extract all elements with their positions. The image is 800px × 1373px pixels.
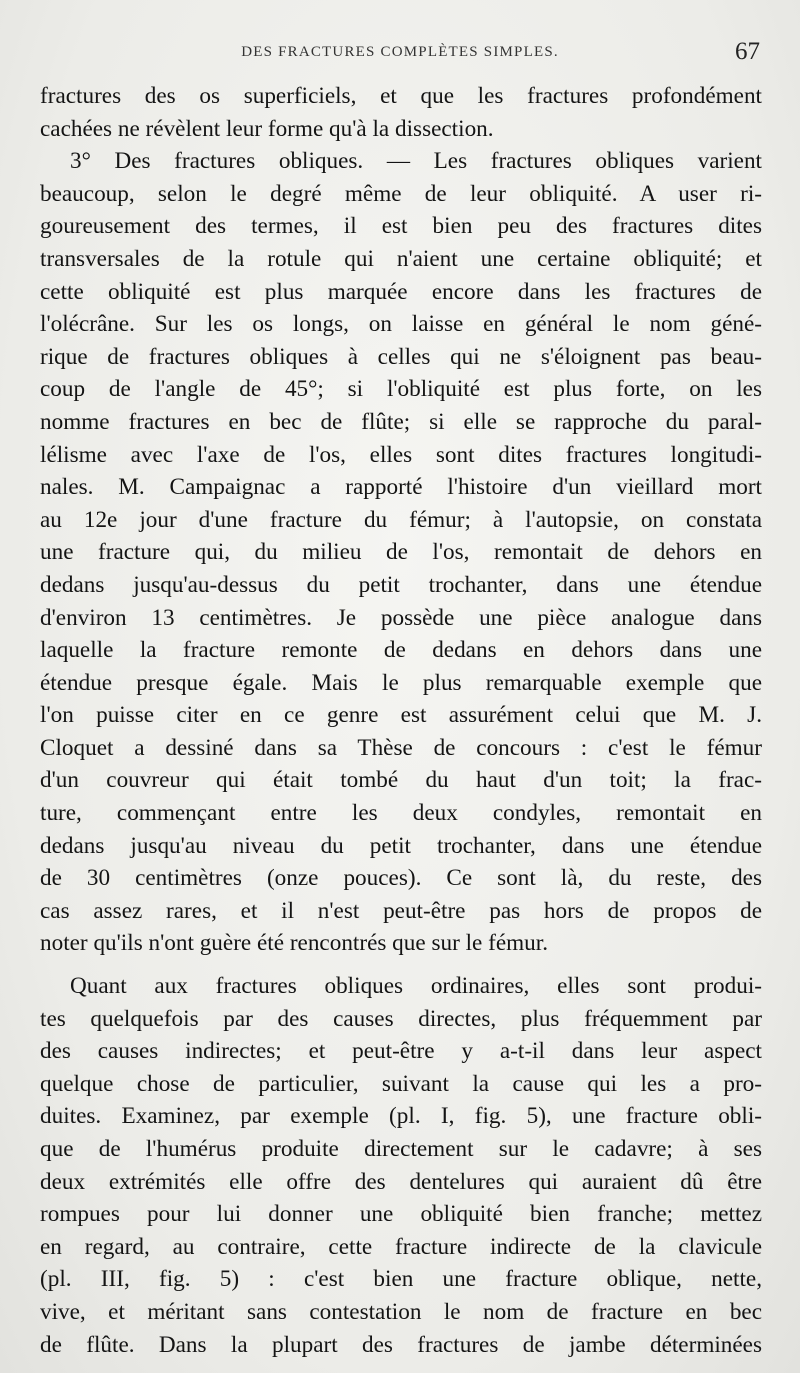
text-line: de flûte. Dans la plupart des fractures de jambe déterminées	[40, 1331, 762, 1358]
text-line: 3° Des fractures obliques. — Les fractures obliques varient	[70, 148, 762, 175]
text-line: dedans jusqu'au niveau du petit trochanter, dans une étendue	[40, 832, 762, 859]
text-line: vive, et méritant sans contestation le nom de fracture en bec	[40, 1298, 762, 1325]
text-line: noter qu'ils n'ont guère été rencontrés que sur le fémur.	[40, 930, 549, 957]
text-line: de 30 centimètres (onze pouces). Ce sont là, du reste, des	[40, 865, 762, 892]
text-line: rique de fractures obliques à celles qui ne s'éloignent pas beau-	[40, 343, 762, 370]
text-line: coup de l'angle de 45°; si l'obliquité est plus forte, on les	[40, 376, 762, 403]
running-head: DES FRACTURES COMPLÈTES SIMPLES.	[241, 44, 559, 60]
text-line: fractures des os superficiels, et que les fractures profondément	[40, 83, 762, 109]
text-line: d'un couvreur qui était tombé du haut d'un toit; la frac-	[40, 767, 762, 794]
text-line: en regard, au contraire, cette fracture indirecte de la clavicule	[40, 1233, 762, 1260]
text-line: que de l'humérus produite directement sur le cadavre; à ses	[40, 1136, 762, 1162]
text-line: goureusement des termes, il est bien peu des fractures dites	[40, 213, 762, 240]
text-line: dedans jusqu'au-dessus du petit trochanter, dans une étendue	[40, 571, 762, 598]
text-line: deux extrémités elle offre des dentelures qui auraient dû être	[40, 1168, 762, 1195]
page-number: 67	[735, 38, 760, 65]
text-line: (pl. III, fig. 5) : c'est bien une fracture oblique, nette,	[40, 1266, 762, 1293]
text-line: des causes indirectes; et peut-être y a-t-il dans leur aspect	[40, 1038, 762, 1065]
text-line: cachées ne révèlent leur forme qu'à la dissection.	[40, 115, 494, 142]
text-line: une fracture qui, du milieu de l'os, remontait de dehors en	[40, 539, 762, 566]
text-line: cette obliquité est plus marquée encore dans les fractures de	[40, 278, 762, 305]
text-line: tes quelquefois par des causes directes, plus fréquemment par	[40, 1005, 762, 1032]
page-header	[40, 38, 760, 68]
text-line: Quant aux fractures obliques ordinaires, elles sont produi-	[70, 973, 762, 1000]
body-text	[40, 80, 762, 1361]
text-line: nales. M. Campaignac a rapporté l'histoire d'un vieillard mort	[40, 474, 762, 501]
text-line: au 12e jour d'une fracture du fémur; à l'autopsie, on constata	[40, 506, 762, 533]
text-line: rompues pour lui donner une obliquité bien franche; mettez	[40, 1201, 762, 1228]
text-line: laquelle la fracture remonte de dedans en dehors dans une	[40, 637, 762, 664]
text-line: Cloquet a dessiné dans sa Thèse de concours : c'est le fémur	[40, 734, 762, 761]
text-line: ture, commençant entre les deux condyles, remontait en	[40, 800, 762, 827]
text-line: lélisme avec l'axe de l'os, elles sont dites fractures longitudi-	[40, 441, 762, 468]
text-line: étendue presque égale. Mais le plus remarquable exemple que	[40, 669, 762, 696]
text-line: duites. Examinez, par exemple (pl. I, fig. 5), une fracture obli-	[40, 1103, 762, 1130]
text-line: beaucoup, selon le degré même de leur obliquité. A user ri-	[40, 180, 762, 207]
text-line: transversales de la rotule qui n'aient une certaine obliquité; et	[40, 245, 762, 272]
text-line: l'on puisse citer en ce genre est assurément celui que M. J.	[40, 702, 762, 729]
text-line: l'olécrâne. Sur les os longs, on laisse en général le nom géné-	[40, 311, 762, 338]
text-line: d'environ 13 centimètres. Je possède une pièce analogue dans	[40, 604, 762, 631]
text-line: quelque chose de particulier, suivant la cause qui les a pro-	[40, 1070, 762, 1097]
text-line: cas assez rares, et il n'est peut-être pas hors de propos de	[40, 897, 762, 924]
text-line: nomme fractures en bec de flûte; si elle se rapproche du paral-	[40, 408, 762, 435]
